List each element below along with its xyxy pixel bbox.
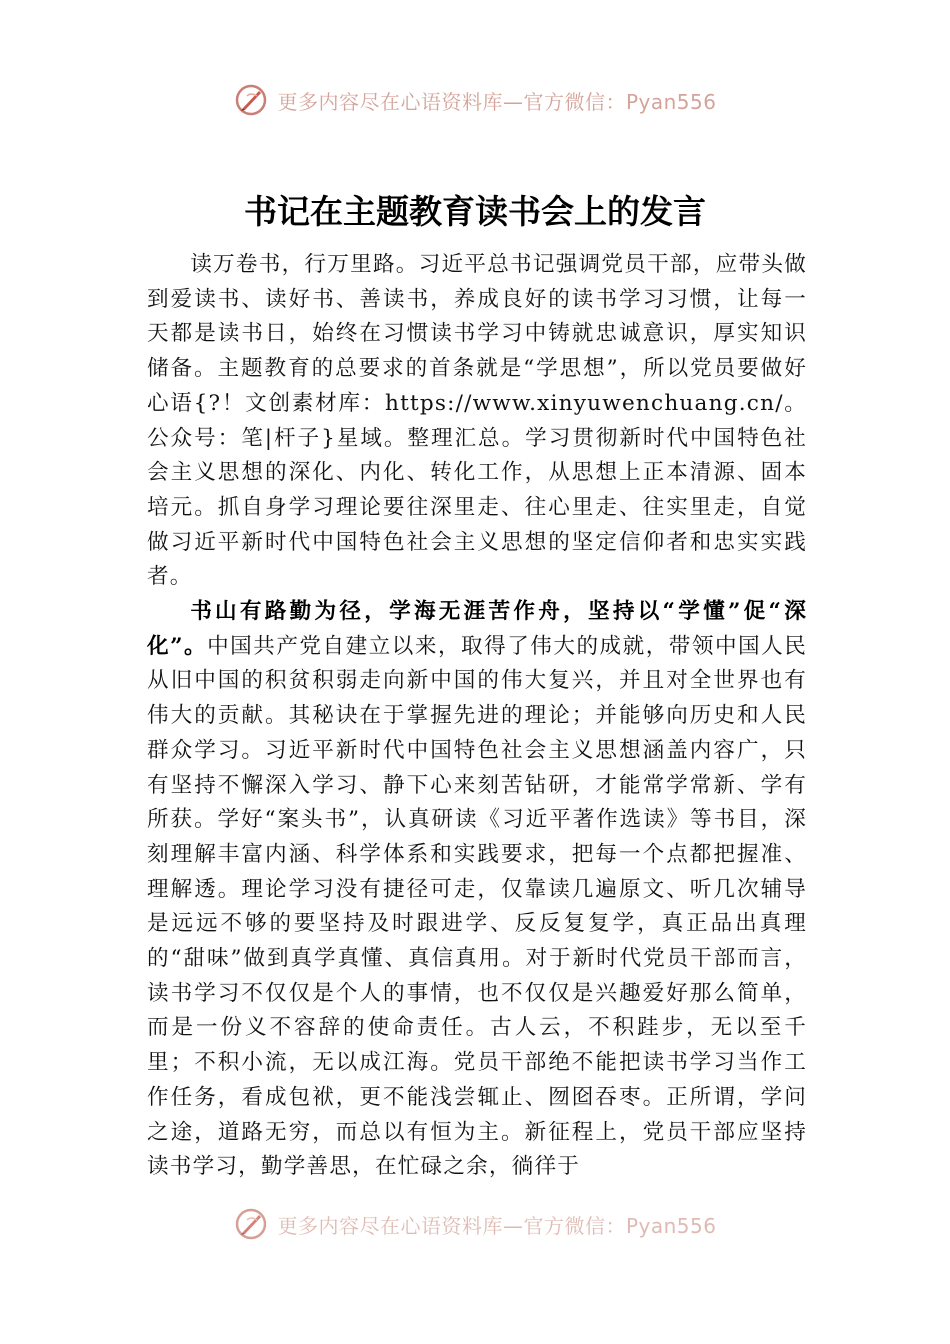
pen-logo-icon: [233, 82, 269, 118]
paragraph-2-lead: 书山有路勤为径，学海无涯苦作舟，坚持以“学懂”促“深化”。: [147, 599, 807, 659]
watermark-text: 更多内容尽在心语资料库—官方微信：Pyan556: [277, 1213, 717, 1238]
watermark-header: [0, 80, 950, 120]
pen-logo-icon: [233, 1206, 269, 1242]
paragraph-1: [147, 248, 807, 595]
paragraph-2: [147, 595, 807, 1185]
paragraph-2-text: 中国共产党自建立以来，取得了伟大的成就，带领中国人民从旧中国的积贫积弱走向新中国的伟大复兴，并且对全世界也有伟大的贡献。其秘诀在于掌握先进的理论；并能够向历史和人民群众学习。习近平新时代中国特色社会主义思想涵盖内容广，只有坚持不懈深入学习、静下心来刻苦钻研，才能常学常新、学有所获。学好“案头书”，认真研读《习近平著作选读》等书目，深刻理解丰富内涵、科学体系和实践要求，把每一个点都把握准、理解透。理论学习没有捷径可走，仅靠读几遍原文、听几次辅导是远远不够的要坚持及时跟进学、反反复复学，真正品出真理的“甜味”做到真学真懂、真信真用。对于新时代党员干部而言，读书学习不仅仅是个人的事情，也不仅仅是兴趣爱好那么简单，而是一份义不容辞的使命责任。古人云，不积跬步，无以至千里；不积小流，无以成江海。党员干部绝不能把读书学习当作工作任务，看成包袱，更不能浅尝辄止、囫囵吞枣。正所谓，学问之途，道路无穷，而总以有恒为主。新征程上，党员干部应坚持读书学习，勤学善思，在忙碌之余，徜徉于: [147, 633, 807, 1180]
document-body: [147, 248, 807, 1216]
watermark-text: 更多内容尽在心语资料库—官方微信：Pyan556: [277, 89, 717, 114]
document-title: 书记在主题教育读书会上的发言: [244, 192, 706, 231]
watermark-footer: [0, 1204, 950, 1244]
paragraph-1-text: 读万卷书，行万里路。习近平总书记强调党员干部，应带头做到爱读书、读好书、善读书，养成良好的读书学习习惯，让每一天都是读书日，始终在习惯读书学习中铸就忠诚意识，厚实知识储备。主题教育的总要求的首条就是“学思想”，所以党员要做好心语{?！文创素材库：https://www.xinyuwenchuang.cn/。公众号：笔|杆子}星域。整理汇总。学习贯彻新时代中国特色社会主义思想的深化、内化、转化工作，从思想上正本清源、固本培元。抓自身学习理论要往深里走、往心里走、往实里走，自觉做习近平新时代中国特色社会主义思想的坚定信仰者和忠实实践者。: [147, 252, 807, 590]
